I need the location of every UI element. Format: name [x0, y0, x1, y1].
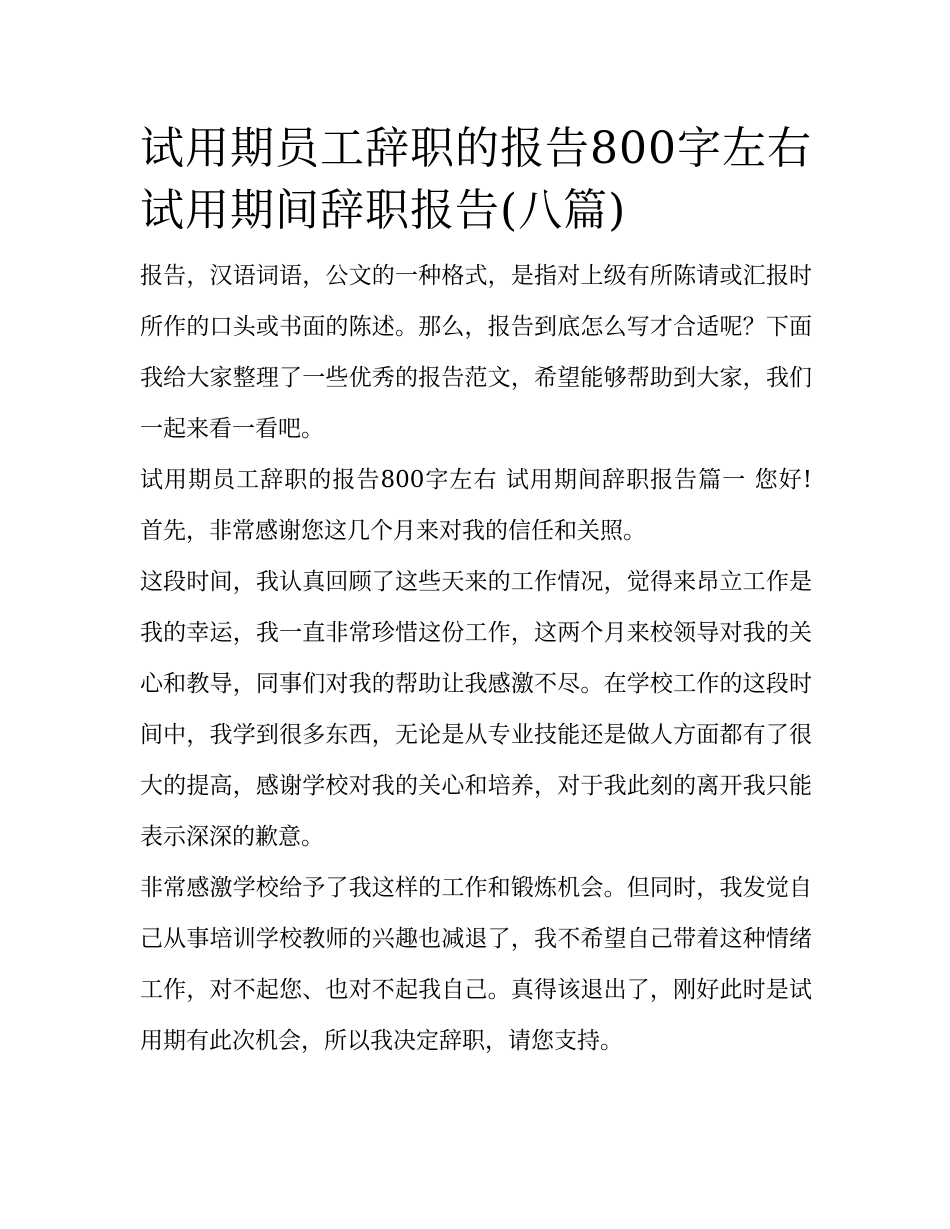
paragraph-decision: 非常感激学校给予了我这样的工作和锻炼机会。但同时，我发觉自己从事培训学校教师的兴趣也减退了，我不希望自己带着这种情绪工作，对不起您、也对不起我自己。真得该退出了，刚好此时是试用期有此次机会，所以我决定辞职，请您支持。 — [140, 875, 812, 1054]
paragraph-intro: 报告，汉语词语，公文的一种格式，是指对上级有所陈请或汇报时所作的口头或书面的陈述。那么，报告到底怎么写才合适呢？下面我给大家整理了一些优秀的报告范文，希望能够帮助到大家，我们一起来看一看吧。 — [140, 263, 812, 442]
document-body — [140, 118, 812, 1067]
paragraph-reflection: 这段时间，我认真回顾了这些天来的工作情况，觉得来昂立工作是我的幸运，我一直非常珍惜这份工作，这两个月来校领导对我的关心和教导，同事们对我的帮助让我感激不尽。在学校工作的这段时间中，我学到很多东西，无论是从专业技能还是做人方面都有了很大的提高，感谢学校对我的关心和培养，对于我此刻的离开我只能表示深深的歉意。 — [140, 569, 812, 850]
paragraph-greeting: 试用期员工辞职的报告800字左右 试用期间辞职报告篇一 您好! 首先，非常感谢您这几个月来对我的信任和关照。 — [140, 467, 812, 544]
document-title: 试用期员工辞职的报告800字左右 试用期间辞职报告(八篇) — [140, 123, 812, 236]
